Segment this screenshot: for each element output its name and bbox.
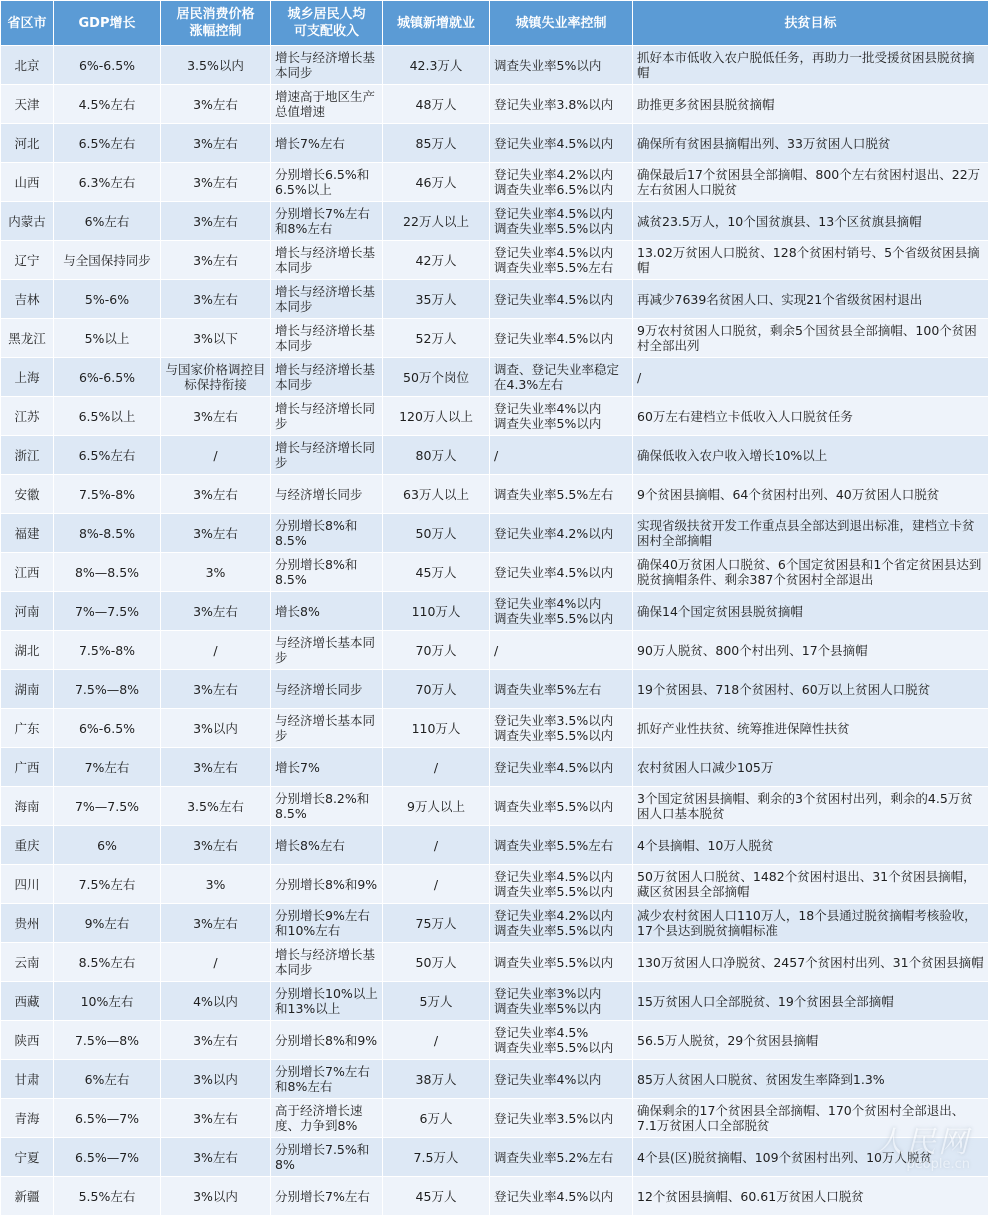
table-row [1, 787, 988, 826]
cell-poverty-target: 3个国定贫困县摘帽、剩余的3个贫困村出列，剩余的4.5万贫困人口基本脱贫 [633, 787, 988, 826]
cell-unemployment-control: 登记失业率4.2%以内 [490, 514, 633, 553]
cell-new-jobs: 22万人以上 [383, 202, 490, 241]
cell-province: 云南 [1, 943, 54, 982]
cell-poverty-target: 抓好本市低收入农户脱低任务，再助力一批受援贫困县脱贫摘帽 [633, 46, 988, 85]
cell-gdp-growth: 8%—8.5% [54, 553, 161, 592]
cell-gdp-growth: 7.5%左右 [54, 865, 161, 904]
cell-cpi-control: 3%左右 [161, 514, 271, 553]
cell-new-jobs: 50万人 [383, 514, 490, 553]
cell-gdp-growth: 6.5%左右 [54, 436, 161, 475]
cell-new-jobs: 110万人 [383, 709, 490, 748]
cell-poverty-target: 13.02万贫困人口脱贫、128个贫困村销号、5个省级贫困县摘帽 [633, 241, 988, 280]
table-row [1, 436, 988, 475]
cell-poverty-target: 确保剩余的17个贫困县全部摘帽、170个贫困村全部退出、7.1万贫困人口全部脱贫 [633, 1099, 988, 1138]
cell-disposable-income: 分别增长6.5%和6.5%以上 [271, 163, 383, 202]
cell-unemployment-control: 登记失业率4.5%以内 [490, 319, 633, 358]
cell-gdp-growth: 10%左右 [54, 982, 161, 1021]
cell-province: 内蒙古 [1, 202, 54, 241]
cell-new-jobs: / [383, 1021, 490, 1060]
cell-gdp-growth: 6%-6.5% [54, 358, 161, 397]
cell-poverty-target: 再减少7639名贫困人口、实现21个省级贫困村退出 [633, 280, 988, 319]
cell-cpi-control: 3%左右 [161, 592, 271, 631]
cell-poverty-target: 90万人脱贫、800个村出列、17个县摘帽 [633, 631, 988, 670]
cell-cpi-control: 3%左右 [161, 670, 271, 709]
table-row [1, 826, 988, 865]
cell-province: 安徽 [1, 475, 54, 514]
table-row [1, 475, 988, 514]
cell-new-jobs: 45万人 [383, 553, 490, 592]
cell-province: 海南 [1, 787, 54, 826]
cell-poverty-target: 9万农村贫困人口脱贫，剩余5个国贫县全部摘帽、100个贫困村全部出列 [633, 319, 988, 358]
cell-new-jobs: 120万人以上 [383, 397, 490, 436]
cell-cpi-control: 3%左右 [161, 904, 271, 943]
cell-new-jobs: 45万人 [383, 1177, 490, 1216]
cell-province: 黑龙江 [1, 319, 54, 358]
cell-new-jobs: 42万人 [383, 241, 490, 280]
cell-province: 天津 [1, 85, 54, 124]
cell-new-jobs: 70万人 [383, 670, 490, 709]
table-row [1, 85, 988, 124]
header-province: 省区市 [1, 1, 54, 46]
header-poverty-target: 扶贫目标 [633, 1, 988, 46]
cell-unemployment-control: 登记失业率4.5%以内 调查失业率5.5%左右 [490, 241, 633, 280]
cell-disposable-income: 分别增长8%和8.5% [271, 514, 383, 553]
cell-province: 上海 [1, 358, 54, 397]
table-row [1, 943, 988, 982]
cell-new-jobs: 110万人 [383, 592, 490, 631]
cell-poverty-target: 确保最后17个贫困县全部摘帽、800个左右贫困村退出、22万左右贫困人口脱贫 [633, 163, 988, 202]
cell-cpi-control: 3%左右 [161, 202, 271, 241]
cell-new-jobs: 52万人 [383, 319, 490, 358]
cell-poverty-target: 确保所有贫困县摘帽出列、33万贫困人口脱贫 [633, 124, 988, 163]
cell-province: 重庆 [1, 826, 54, 865]
cell-province: 四川 [1, 865, 54, 904]
table-row [1, 397, 988, 436]
cell-unemployment-control: / [490, 436, 633, 475]
cell-gdp-growth: 8.5%左右 [54, 943, 161, 982]
cell-gdp-growth: 7%—7.5% [54, 592, 161, 631]
cell-cpi-control: 3%以下 [161, 319, 271, 358]
cell-new-jobs: 42.3万人 [383, 46, 490, 85]
cell-disposable-income: 与经济增长基本同步 [271, 709, 383, 748]
cell-cpi-control: 3%以内 [161, 1060, 271, 1099]
cell-poverty-target: 助推更多贫困县脱贫摘帽 [633, 85, 988, 124]
cell-province: 吉林 [1, 280, 54, 319]
table-row [1, 1021, 988, 1060]
cell-unemployment-control: 登记失业率3.5%以内 调查失业率5.5%以内 [490, 709, 633, 748]
cell-gdp-growth: 8%-8.5% [54, 514, 161, 553]
watermark-domain: people.cn [874, 1157, 970, 1172]
cell-unemployment-control: 调查失业率5.5%以内 [490, 943, 633, 982]
table-row [1, 1138, 988, 1177]
table-row [1, 358, 988, 397]
cell-cpi-control: 3%左右 [161, 163, 271, 202]
cell-unemployment-control: 登记失业率4%以内 [490, 1060, 633, 1099]
cell-gdp-growth: 6%左右 [54, 202, 161, 241]
cell-new-jobs: 7.5万人 [383, 1138, 490, 1177]
cell-new-jobs: / [383, 826, 490, 865]
cell-disposable-income: 增长与经济增长基本同步 [271, 943, 383, 982]
cell-unemployment-control: 调查失业率5%以内 [490, 46, 633, 85]
table-row [1, 982, 988, 1021]
cell-gdp-growth: 6%-6.5% [54, 46, 161, 85]
cell-province: 贵州 [1, 904, 54, 943]
cell-new-jobs: 6万人 [383, 1099, 490, 1138]
cell-cpi-control: 4%以内 [161, 982, 271, 1021]
cell-cpi-control: 3%左右 [161, 1099, 271, 1138]
cell-disposable-income: 分别增长9%左右和10%左右 [271, 904, 383, 943]
cell-unemployment-control: 登记失业率4.5%以内 [490, 748, 633, 787]
cell-disposable-income: 增长与经济增长基本同步 [271, 46, 383, 85]
cell-gdp-growth: 6.5%—7% [54, 1099, 161, 1138]
cell-cpi-control: 3%左右 [161, 748, 271, 787]
cell-gdp-growth: 6.5%左右 [54, 124, 161, 163]
cell-disposable-income: 高于经济增长速度、力争到8% [271, 1099, 383, 1138]
cell-new-jobs: 85万人 [383, 124, 490, 163]
cell-cpi-control: 3% [161, 553, 271, 592]
cell-gdp-growth: 6% [54, 826, 161, 865]
cell-gdp-growth: 7%左右 [54, 748, 161, 787]
table-row [1, 163, 988, 202]
cell-poverty-target: 抓好产业性扶贫、统筹推进保障性扶贫 [633, 709, 988, 748]
cell-cpi-control: / [161, 631, 271, 670]
cell-gdp-growth: 5%以上 [54, 319, 161, 358]
cell-unemployment-control: 登记失业率4%以内 调查失业率5.5%以内 [490, 592, 633, 631]
cell-gdp-growth: 7.5%—8% [54, 670, 161, 709]
cell-poverty-target: 130万贫困人口净脱贫、2457个贫困村出列、31个贫困县摘帽 [633, 943, 988, 982]
cell-province: 陕西 [1, 1021, 54, 1060]
table-row [1, 631, 988, 670]
cell-cpi-control: 3%以内 [161, 1177, 271, 1216]
cell-disposable-income: 与经济增长基本同步 [271, 631, 383, 670]
table-row [1, 592, 988, 631]
cell-unemployment-control: 调查失业率5.5%左右 [490, 475, 633, 514]
cell-unemployment-control: 登记失业率4.5%以内 [490, 124, 633, 163]
cell-new-jobs: 70万人 [383, 631, 490, 670]
header-disposable-income: 城乡居民人均 可支配收入 [271, 1, 383, 46]
cell-unemployment-control: 登记失业率4.2%以内 调查失业率6.5%以内 [490, 163, 633, 202]
cell-gdp-growth: 6%-6.5% [54, 709, 161, 748]
cell-unemployment-control: 登记失业率4.5% 调查失业率5.5%以内 [490, 1021, 633, 1060]
cell-unemployment-control: / [490, 631, 633, 670]
cell-province: 广东 [1, 709, 54, 748]
cell-gdp-growth: 7.5%-8% [54, 631, 161, 670]
cell-disposable-income: 分别增长7.5%和8% [271, 1138, 383, 1177]
cell-province: 广西 [1, 748, 54, 787]
cell-disposable-income: 增长与经济增长同步 [271, 436, 383, 475]
cell-gdp-growth: 7%—7.5% [54, 787, 161, 826]
watermark-logo: 人民网 [874, 1117, 970, 1161]
cell-gdp-growth: 5.5%左右 [54, 1177, 161, 1216]
cell-cpi-control: 3%左右 [161, 241, 271, 280]
cell-disposable-income: 增长与经济增长基本同步 [271, 358, 383, 397]
cell-province: 山西 [1, 163, 54, 202]
cell-unemployment-control: 登记失业率4%以内 调查失业率5%以内 [490, 397, 633, 436]
table-row [1, 709, 988, 748]
cell-province: 江西 [1, 553, 54, 592]
table-row [1, 280, 988, 319]
cell-cpi-control: / [161, 436, 271, 475]
cell-poverty-target: 农村贫困人口减少105万 [633, 748, 988, 787]
cell-gdp-growth: 6.5%—7% [54, 1138, 161, 1177]
cell-gdp-growth: 与全国保持同步 [54, 241, 161, 280]
cell-disposable-income: 增长与经济增长基本同步 [271, 241, 383, 280]
cell-province: 北京 [1, 46, 54, 85]
header-cpi-control: 居民消费价格 涨幅控制 [161, 1, 271, 46]
cell-poverty-target: 实现省级扶贫开发工作重点县全部达到退出标准，建档立卡贫困村全部摘帽 [633, 514, 988, 553]
cell-unemployment-control: 登记失业率4.2%以内 调查失业率5.5%以内 [490, 904, 633, 943]
cell-new-jobs: / [383, 748, 490, 787]
cell-gdp-growth: 7.5%-8% [54, 475, 161, 514]
cell-cpi-control: 3%左右 [161, 1021, 271, 1060]
cell-disposable-income: 分别增长7%左右 [271, 1177, 383, 1216]
cell-cpi-control: 3%左右 [161, 475, 271, 514]
cell-poverty-target: 4个县摘帽、10万人脱贫 [633, 826, 988, 865]
cell-cpi-control: 3%左右 [161, 397, 271, 436]
cell-unemployment-control: 调查失业率5%左右 [490, 670, 633, 709]
cell-unemployment-control: 登记失业率3.8%以内 [490, 85, 633, 124]
cell-poverty-target: 减少农村贫困人口110万人，18个县通过脱贫摘帽考核验收，17个县达到脱贫摘帽标准 [633, 904, 988, 943]
cell-poverty-target: 60万左右建档立卡低收入人口脱贫任务 [633, 397, 988, 436]
cell-poverty-target: 56.5万人脱贫，29个贫困县摘帽 [633, 1021, 988, 1060]
cell-new-jobs: / [383, 865, 490, 904]
cell-unemployment-control: 调查失业率5.5%以内 [490, 787, 633, 826]
cell-cpi-control: 与国家价格调控目标保持衔接 [161, 358, 271, 397]
cell-poverty-target: 9个贫困县摘帽、64个贫困村出列、40万贫困人口脱贫 [633, 475, 988, 514]
cell-disposable-income: 分别增长8%和8.5% [271, 553, 383, 592]
table-row [1, 553, 988, 592]
table-row [1, 124, 988, 163]
cell-disposable-income: 分别增长7%左右和8%左右 [271, 202, 383, 241]
cell-disposable-income: 分别增长8%和9% [271, 865, 383, 904]
header-gdp-growth: GDP增长 [54, 1, 161, 46]
cell-cpi-control: 3%左右 [161, 826, 271, 865]
cell-disposable-income: 增长8% [271, 592, 383, 631]
header-row [1, 1, 988, 46]
table-row [1, 514, 988, 553]
cell-disposable-income: 增长8%左右 [271, 826, 383, 865]
cell-poverty-target: 15万贫困人口全部脱贫、19个贫困县全部摘帽 [633, 982, 988, 1021]
cell-unemployment-control: 登记失业率3%以内 调查失业率5%以内 [490, 982, 633, 1021]
cell-gdp-growth: 6%左右 [54, 1060, 161, 1099]
cell-province: 辽宁 [1, 241, 54, 280]
cell-province: 青海 [1, 1099, 54, 1138]
cell-unemployment-control: 调查失业率5.2%左右 [490, 1138, 633, 1177]
cell-province: 新疆 [1, 1177, 54, 1216]
cell-poverty-target: 19个贫困县、718个贫困村、60万以上贫困人口脱贫 [633, 670, 988, 709]
cell-unemployment-control: 登记失业率4.5%以内 [490, 1177, 633, 1216]
cell-unemployment-control: 登记失业率4.5%以内 [490, 553, 633, 592]
table-row [1, 202, 988, 241]
table-row [1, 319, 988, 358]
cell-unemployment-control: 登记失业率4.5%以内 调查失业率5.5%以内 [490, 202, 633, 241]
cell-disposable-income: 与经济增长同步 [271, 475, 383, 514]
cell-new-jobs: 75万人 [383, 904, 490, 943]
cell-new-jobs: 50万个岗位 [383, 358, 490, 397]
cell-province: 西藏 [1, 982, 54, 1021]
table-row [1, 748, 988, 787]
cell-disposable-income: 分别增长7%左右和8%左右 [271, 1060, 383, 1099]
cell-new-jobs: 35万人 [383, 280, 490, 319]
table-row [1, 1060, 988, 1099]
table-row [1, 670, 988, 709]
header-new-jobs: 城镇新增就业 [383, 1, 490, 46]
cell-cpi-control: 3.5%以内 [161, 46, 271, 85]
cell-poverty-target: 12个贫困县摘帽、60.61万贫困人口脱贫 [633, 1177, 988, 1216]
table-row [1, 1099, 988, 1138]
table-row [1, 241, 988, 280]
cell-unemployment-control: 登记失业率4.5%以内 调查失业率5.5%以内 [490, 865, 633, 904]
cell-cpi-control: 3%左右 [161, 85, 271, 124]
cell-province: 福建 [1, 514, 54, 553]
cell-disposable-income: 增长7%左右 [271, 124, 383, 163]
cell-poverty-target: 85万人贫困人口脱贫、贫困发生率降到1.3% [633, 1060, 988, 1099]
cell-disposable-income: 分别增长8.2%和8.5% [271, 787, 383, 826]
cell-cpi-control: 3% [161, 865, 271, 904]
cell-gdp-growth: 6.5%以上 [54, 397, 161, 436]
cell-poverty-target: 确保低收入农户收入增长10%以上 [633, 436, 988, 475]
table-row [1, 904, 988, 943]
cell-new-jobs: 50万人 [383, 943, 490, 982]
cell-province: 河南 [1, 592, 54, 631]
cell-unemployment-control: 登记失业率4.5%以内 [490, 280, 633, 319]
table-row [1, 1177, 988, 1216]
cell-gdp-growth: 4.5%左右 [54, 85, 161, 124]
cell-cpi-control: 3%以内 [161, 709, 271, 748]
cell-gdp-growth: 6.3%左右 [54, 163, 161, 202]
cell-disposable-income: 增速高于地区生产总值增速 [271, 85, 383, 124]
cell-province: 湖南 [1, 670, 54, 709]
cell-new-jobs: 48万人 [383, 85, 490, 124]
cell-gdp-growth: 7.5%—8% [54, 1021, 161, 1060]
cell-poverty-target: 确保14个国定贫困县脱贫摘帽 [633, 592, 988, 631]
cell-province: 河北 [1, 124, 54, 163]
cell-province: 湖北 [1, 631, 54, 670]
cell-disposable-income: 与经济增长同步 [271, 670, 383, 709]
cell-new-jobs: 38万人 [383, 1060, 490, 1099]
cell-poverty-target: 确保40万贫困人口脱贫、6个国定贫困县和1个省定贫困县达到脱贫摘帽条件、剩余387个贫困村全部退出 [633, 553, 988, 592]
cell-cpi-control: 3%左右 [161, 280, 271, 319]
cell-disposable-income: 分别增长8%和9% [271, 1021, 383, 1060]
cell-province: 甘肃 [1, 1060, 54, 1099]
cell-province: 浙江 [1, 436, 54, 475]
cell-new-jobs: 80万人 [383, 436, 490, 475]
cell-disposable-income: 增长7% [271, 748, 383, 787]
cell-disposable-income: 分别增长10%以上和13%以上 [271, 982, 383, 1021]
cell-unemployment-control: 调查失业率5.5%左右 [490, 826, 633, 865]
cell-poverty-target: 减贫23.5万人，10个国贫旗县、13个区贫旗县摘帽 [633, 202, 988, 241]
cell-new-jobs: 46万人 [383, 163, 490, 202]
cell-cpi-control: / [161, 943, 271, 982]
cell-disposable-income: 增长与经济增长基本同步 [271, 319, 383, 358]
cell-unemployment-control: 登记失业率3.5%以内 [490, 1099, 633, 1138]
cell-cpi-control: 3.5%左右 [161, 787, 271, 826]
cell-poverty-target: 4个县(区)脱贫摘帽、109个贫困村出列、10万人脱贫 [633, 1138, 988, 1177]
table-row [1, 46, 988, 85]
table-row [1, 865, 988, 904]
cell-province: 江苏 [1, 397, 54, 436]
cell-new-jobs: 63万人以上 [383, 475, 490, 514]
cell-gdp-growth: 5%-6% [54, 280, 161, 319]
cell-disposable-income: 增长与经济增长同步 [271, 397, 383, 436]
cell-cpi-control: 3%左右 [161, 124, 271, 163]
cell-poverty-target: 50万贫困人口脱贫、1482个贫困村退出、31个贫困县摘帽，藏区贫困县全部摘帽 [633, 865, 988, 904]
cell-cpi-control: 3%左右 [161, 1138, 271, 1177]
header-unemployment-control: 城镇失业率控制 [490, 1, 633, 46]
cell-new-jobs: 5万人 [383, 982, 490, 1021]
cell-unemployment-control: 调查、登记失业率稳定在4.3%左右 [490, 358, 633, 397]
cell-poverty-target: / [633, 358, 988, 397]
cell-new-jobs: 9万人以上 [383, 787, 490, 826]
cell-disposable-income: 增长与经济增长基本同步 [271, 280, 383, 319]
cell-province: 宁夏 [1, 1138, 54, 1177]
cell-gdp-growth: 9%左右 [54, 904, 161, 943]
